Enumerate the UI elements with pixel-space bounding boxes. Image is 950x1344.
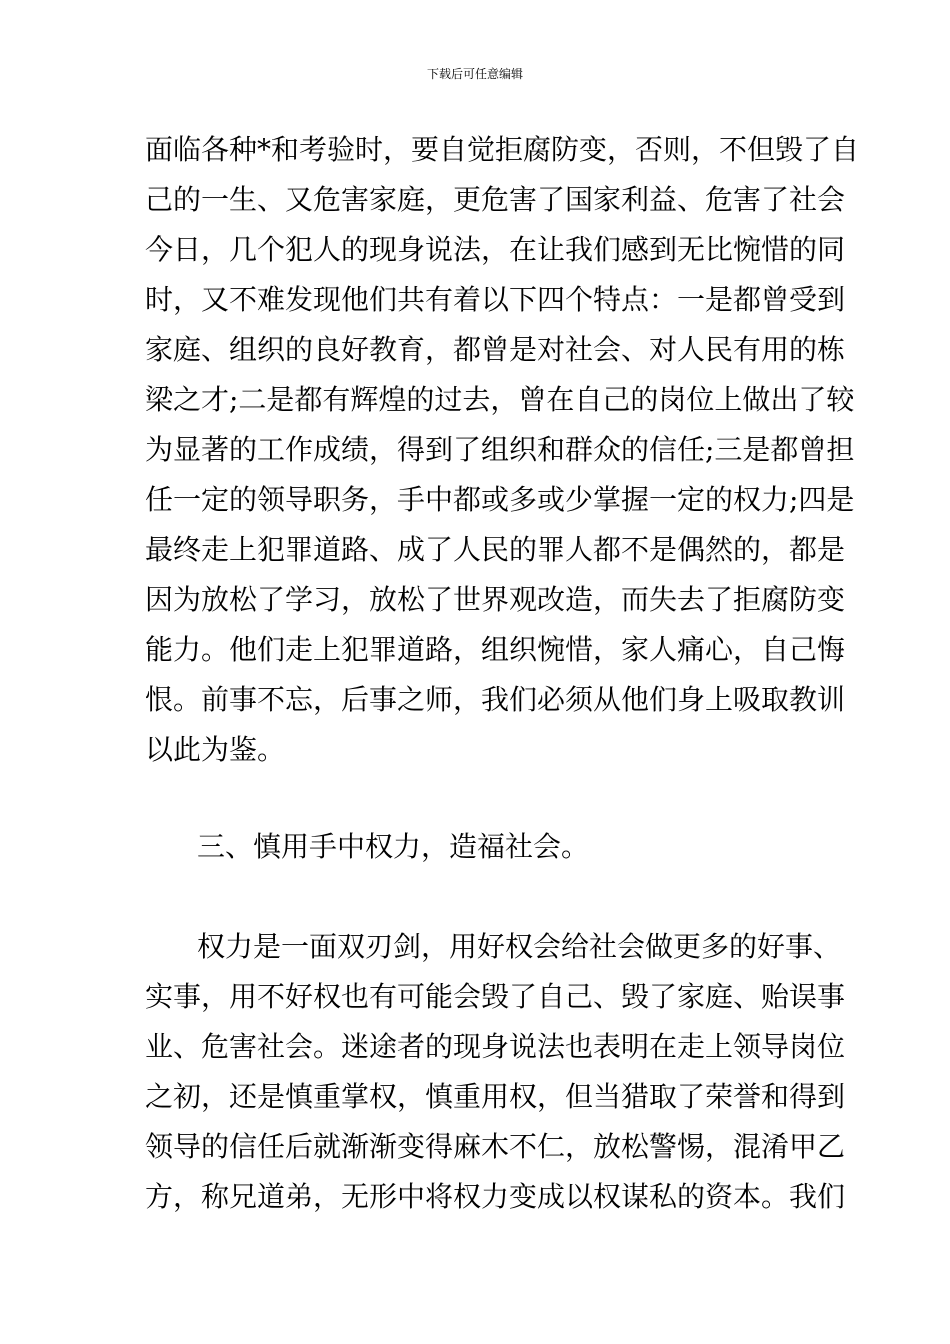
paragraph-line: 实事，用不好权也有可能会毁了自己、毁了家庭、贻误事 [145, 980, 846, 1013]
paragraph-line: 业、危害社会。迷途者的现身说法也表明在走上领导岗位 [145, 1030, 846, 1063]
paragraph-line: 家庭、组织的良好教育，都曾是对社会、对人民有用的栋 [145, 333, 846, 366]
page-header: 下载后可任意编辑 [426, 67, 523, 81]
paragraph-line: 梁之才;二是都有辉煌的过去，曾在自己的岗位上做出了较 [145, 383, 855, 416]
paragraph-line: 面临各种*和考验时，要自觉拒腐防变，否则，不但毁了自 [145, 133, 860, 166]
paragraph-line: 为显著的工作成绩，得到了组织和群众的信任;三是都曾担 [145, 433, 855, 466]
paragraph-line: 己的一生、又危害家庭，更危害了国家利益、危害了社会 [145, 183, 846, 216]
paragraph-line: 因为放松了学习，放松了世界观改造，而失去了拒腐防变 [145, 583, 846, 616]
paragraph-line: 恨。前事不忘，后事之师，我们必须从他们身上吸取教训 [145, 683, 846, 716]
paragraph-line: 权力是一面双刃剑，用好权会给社会做更多的好事、 [197, 930, 842, 963]
paragraph-line: 任一定的领导职务，手中都或多或少掌握一定的权力;四是 [145, 483, 855, 516]
paragraph-line: 之初，还是慎重掌权，慎重用权，但当猎取了荣誉和得到 [145, 1080, 846, 1113]
paragraph-line: 今日，几个犯人的现身说法，在让我们感到无比惋惜的同 [145, 233, 846, 266]
paragraph-line: 时，又不难发现他们共有着以下四个特点：一是都曾受到 [145, 283, 846, 316]
paragraph-line: 能力。他们走上犯罪道路，组织惋惜，家人痛心，自己悔 [145, 633, 846, 666]
paragraph-line: 以此为鉴。 [145, 733, 286, 766]
section-heading: 三、慎用手中权力，造福社会。 [197, 830, 590, 863]
paragraph-line: 最终走上犯罪道路、成了人民的罪人都不是偶然的，都是 [145, 533, 846, 566]
paragraph-line: 方，称兄道弟，无形中将权力变成以权谋私的资本。我们 [145, 1180, 846, 1213]
paragraph-line: 领导的信任后就渐渐变得麻木不仁，放松警惕，混淆甲乙 [145, 1130, 846, 1163]
